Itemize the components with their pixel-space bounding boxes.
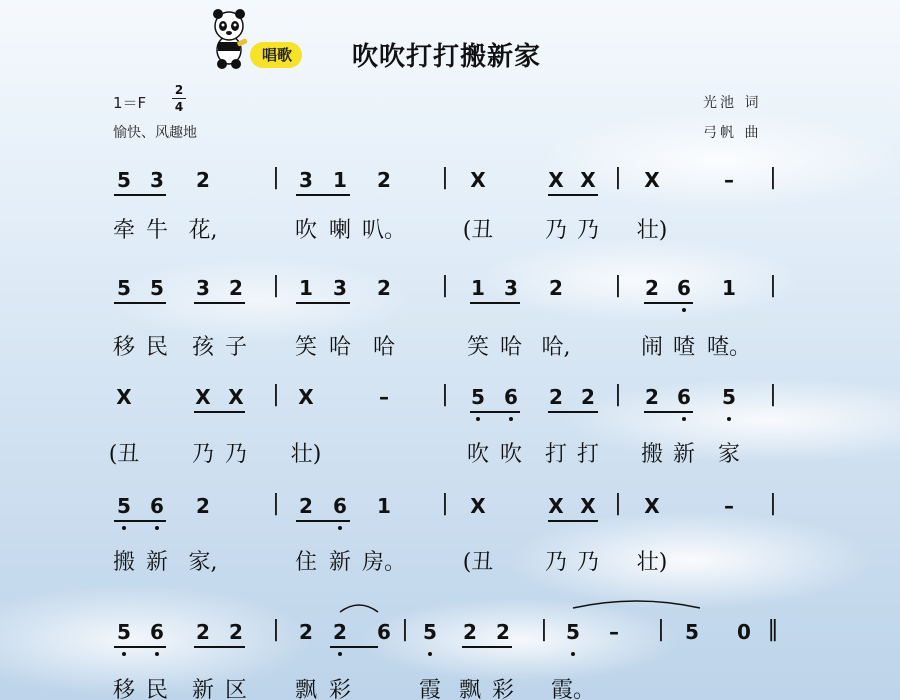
note: 2: [496, 620, 510, 644]
tie: [573, 601, 700, 608]
note: 2: [299, 494, 313, 518]
note: 5: [150, 276, 164, 300]
note: 2: [196, 494, 210, 518]
lyric-syllable: 子: [224, 335, 248, 360]
note: X: [580, 494, 596, 518]
note: 3: [504, 276, 518, 300]
note: 2: [377, 168, 391, 192]
lyric-syllable: 霞: [418, 678, 442, 700]
slur: [340, 605, 378, 612]
lyric-syllable: 移: [112, 335, 136, 360]
note: 6: [504, 385, 518, 409]
barline: |: [614, 165, 622, 190]
lyric-syllable: 移: [112, 678, 136, 700]
note: X: [644, 494, 660, 518]
lyric-syllable: 闹: [640, 335, 664, 360]
lyric-syllable: 乃: [576, 218, 600, 243]
lyric-syllable: 吹: [294, 218, 318, 243]
note: 2: [463, 620, 477, 644]
section-badge: 唱歌: [250, 42, 302, 68]
barline: |: [272, 273, 280, 298]
lyric-syllable: 住: [294, 550, 318, 575]
note: X: [470, 494, 486, 518]
barline: |: [441, 165, 449, 190]
lyric-syllable: 哈: [328, 335, 352, 360]
note: X: [116, 385, 132, 409]
note: 2: [196, 168, 210, 192]
note: 1: [722, 276, 736, 300]
composer-credit: 弓帆 曲: [703, 125, 762, 141]
barline: |: [401, 617, 409, 642]
note: 5: [722, 385, 736, 409]
note: 1: [299, 276, 313, 300]
lyricist-credit: 光池 词: [703, 95, 762, 111]
barline: |: [272, 165, 280, 190]
note: X: [195, 385, 211, 409]
note: 3: [333, 276, 347, 300]
lyric-syllable: 壮): [636, 218, 668, 243]
lyric-syllable: 搬: [640, 442, 664, 467]
note: 1: [471, 276, 485, 300]
song-title: 吹吹打打搬新家: [352, 42, 542, 72]
note: 2: [229, 276, 243, 300]
note: 2: [549, 385, 563, 409]
note: 2: [645, 276, 659, 300]
lyric-syllable: (丑: [108, 442, 140, 467]
barline: |: [614, 382, 622, 407]
lyric-syllable: 家,: [188, 550, 218, 575]
lyric-syllable: 乃: [224, 442, 248, 467]
lyric-syllable: 乃: [191, 442, 215, 467]
note: 6: [150, 494, 164, 518]
lyric-syllable: 区: [224, 678, 248, 700]
lyric-syllable: 民: [145, 335, 169, 360]
barline: |: [441, 273, 449, 298]
barline: |: [769, 491, 777, 516]
note: 6: [150, 620, 164, 644]
note: 2: [196, 620, 210, 644]
barline: |: [769, 165, 777, 190]
lyric-syllable: 笑: [294, 335, 318, 360]
note: X: [298, 385, 314, 409]
note: 5: [566, 620, 580, 644]
lyric-syllable: 彩: [491, 678, 515, 700]
lyric-syllable: 喳。: [706, 335, 752, 360]
lyric-syllable: 新: [191, 678, 215, 700]
barline: |: [769, 382, 777, 407]
lyric-syllable: 打: [544, 442, 568, 467]
lyric-syllable: 壮): [290, 442, 322, 467]
lyric-syllable: 牵: [112, 218, 136, 243]
note: X: [228, 385, 244, 409]
lyric-syllable: 孩: [191, 335, 215, 360]
note: 1: [377, 494, 391, 518]
lyric-syllable: 牛: [145, 218, 169, 243]
lyric-syllable: 新: [328, 550, 352, 575]
lyric-syllable: 霞。: [550, 678, 596, 700]
note: 2: [645, 385, 659, 409]
barline: |: [657, 617, 665, 642]
lyric-syllable: 彩: [328, 678, 352, 700]
lyric-syllable: 房。: [361, 550, 407, 575]
lyric-syllable: 喳: [672, 335, 696, 360]
note: –: [609, 620, 619, 644]
lyric-syllable: 哈: [372, 335, 396, 360]
note: 5: [117, 168, 131, 192]
barline: |: [769, 273, 777, 298]
note: 2: [549, 276, 563, 300]
note: 3: [299, 168, 313, 192]
lyric-syllable: 民: [145, 678, 169, 700]
note: 2: [581, 385, 595, 409]
lyric-syllable: 新: [145, 550, 169, 575]
lyric-syllable: 飘: [294, 678, 318, 700]
note: 5: [471, 385, 485, 409]
note: 5: [117, 494, 131, 518]
time-signature-bottom: 4: [174, 100, 184, 114]
lyric-syllable: 乃: [544, 218, 568, 243]
barline: |: [441, 382, 449, 407]
note: 6: [677, 385, 691, 409]
lyric-syllable: 乃: [544, 550, 568, 575]
lyric-syllable: 乃: [576, 550, 600, 575]
barline: |: [272, 491, 280, 516]
barline: |: [272, 382, 280, 407]
note: 5: [117, 276, 131, 300]
lyric-syllable: 哈: [499, 335, 523, 360]
lyric-syllable: 打: [576, 442, 600, 467]
note: 2: [333, 620, 347, 644]
barline: ‖: [767, 617, 779, 642]
tempo-marking: 愉快、风趣地: [113, 125, 197, 141]
lyric-syllable: 家: [717, 442, 741, 467]
note: –: [724, 494, 734, 518]
note: 3: [150, 168, 164, 192]
note: 0: [737, 620, 751, 644]
lyric-syllable: 吹: [499, 442, 523, 467]
barline: |: [441, 491, 449, 516]
note: 1: [333, 168, 347, 192]
note: 2: [377, 276, 391, 300]
note: –: [724, 168, 734, 192]
note: 6: [377, 620, 391, 644]
note: 5: [423, 620, 437, 644]
barline: |: [614, 273, 622, 298]
note: 6: [677, 276, 691, 300]
note: X: [548, 168, 564, 192]
barline: |: [614, 491, 622, 516]
note: 5: [117, 620, 131, 644]
barline: |: [272, 617, 280, 642]
lyric-syllable: 叭。: [361, 218, 407, 243]
note: 2: [299, 620, 313, 644]
lyric-syllable: 花,: [188, 218, 218, 243]
lyric-syllable: 搬: [112, 550, 136, 575]
barline: |: [540, 617, 548, 642]
note: X: [580, 168, 596, 192]
note: 5: [685, 620, 699, 644]
note: X: [548, 494, 564, 518]
lyric-syllable: 吹: [466, 442, 490, 467]
note: 6: [333, 494, 347, 518]
note: –: [379, 385, 389, 409]
note: 2: [229, 620, 243, 644]
lyric-syllable: 壮): [636, 550, 668, 575]
lyric-syllable: (丑: [462, 218, 494, 243]
note: 3: [196, 276, 210, 300]
time-signature-top: 2: [174, 83, 184, 97]
lyric-syllable: 飘: [458, 678, 482, 700]
lyric-syllable: (丑: [462, 550, 494, 575]
key-signature: 1＝F: [113, 94, 147, 112]
lyric-syllable: 新: [672, 442, 696, 467]
note: X: [470, 168, 486, 192]
lyric-syllable: 喇: [328, 218, 352, 243]
lyric-syllable: 哈,: [541, 335, 571, 360]
note: X: [644, 168, 660, 192]
lyric-syllable: 笑: [466, 335, 490, 360]
